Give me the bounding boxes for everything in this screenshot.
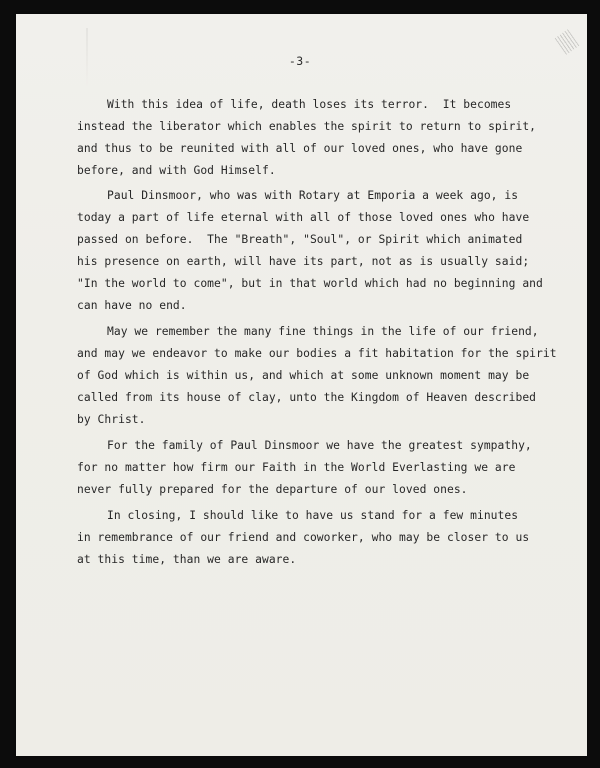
text-line: for no matter how firm our Faith in the World Everlasting we are [77,461,516,474]
text-line: his presence on earth, will have its part, not as is usually said; [77,255,530,268]
text-line: in remembrance of our friend and coworker, who may be closer to us [77,531,530,544]
text-line: Paul Dinsmoor, who was with Rotary at Emporia a week ago, is [107,189,519,202]
text-line: In closing, I should like to have us stand for a few minutes [107,509,519,522]
text-line: With this idea of life, death loses its terror. It becomes [107,98,512,111]
corner-stain [555,29,580,55]
text-line: For the family of Paul Dinsmoor we have the greatest sympathy, [107,439,532,452]
text-line: May we remember the many fine things in the life of our friend, [107,325,539,338]
text-line: today a part of life eternal with all of those loved ones who have [77,211,530,224]
text-line: by Christ. [77,413,146,426]
text-line: and thus to be reunited with all of our loved ones, who have gone [77,142,523,155]
text-line: never fully prepared for the departure of our loved ones. [77,483,468,496]
text-line: before, and with God Himself. [77,164,276,177]
text-line: can have no end. [77,299,187,312]
text-line: called from its house of clay, unto the Kingdom of Heaven described [77,391,537,404]
text-line: "In the world to come", but in that world which had no beginning and [77,277,543,290]
page-number: -3- [288,54,312,68]
text-line: at this time, than we are aware. [77,553,297,566]
text-line: passed on before. The "Breath", "Soul", or Spirit which animated [77,233,523,246]
text-line: of God which is within us, and which at some unknown moment may be [77,369,530,382]
text-line: instead the liberator which enables the spirit to return to spirit, [77,120,537,133]
text-line: and may we endeavor to make our bodies a fit habitation for the spirit [77,347,557,360]
